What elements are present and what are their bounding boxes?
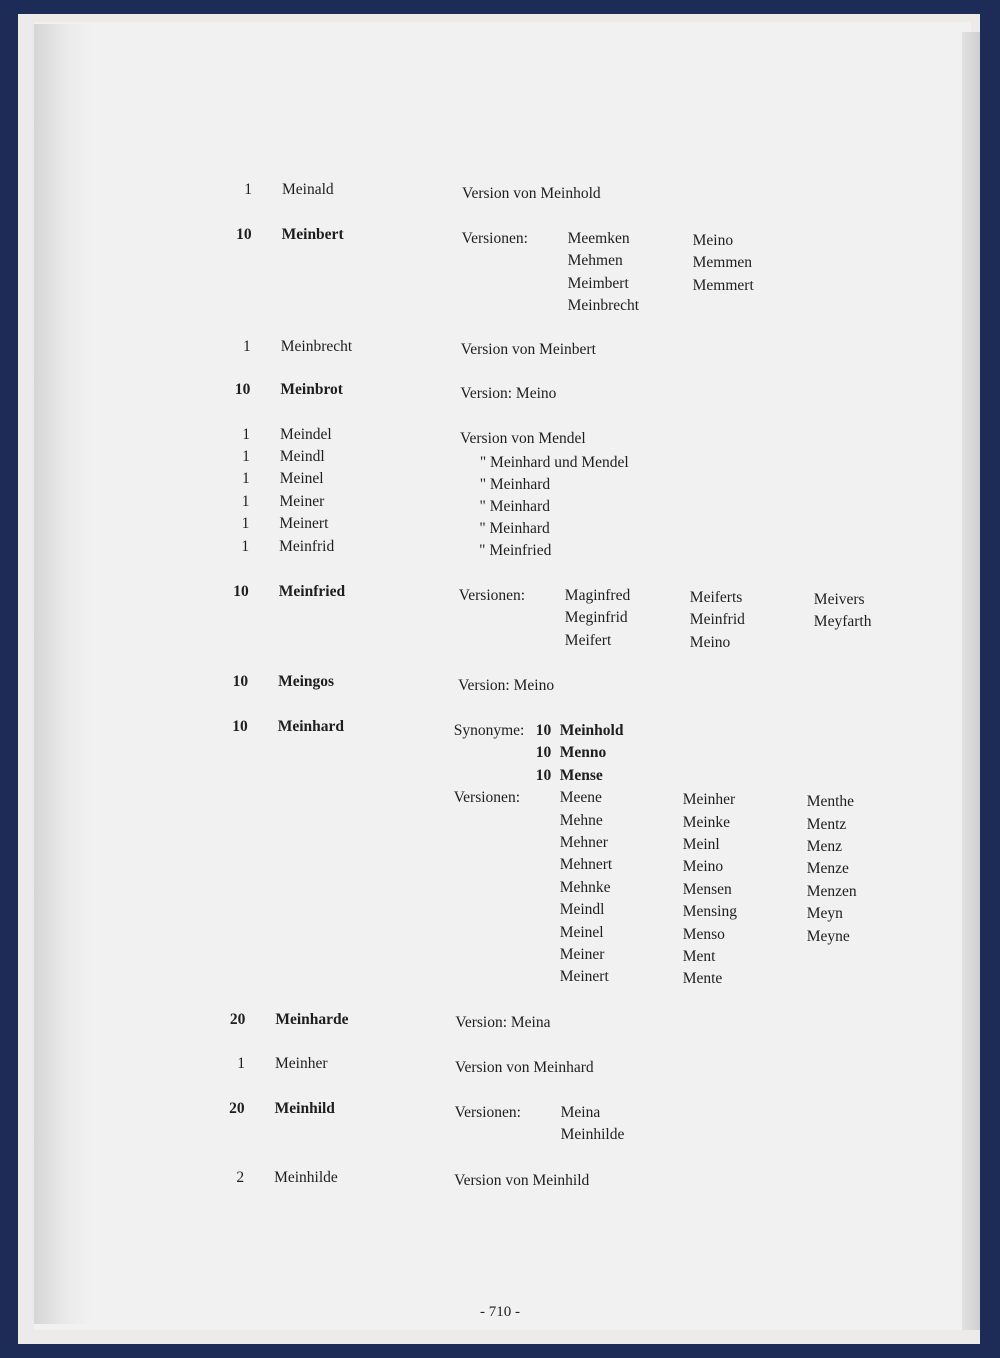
entry-number: 1 (242, 426, 251, 443)
version-item: Mehnert (559, 856, 613, 874)
entry-reference: Version von Meinhold (462, 185, 601, 202)
version-item: Menz (806, 838, 842, 855)
version-item: Mehner (559, 834, 608, 851)
synonym-number: 10 (535, 766, 552, 784)
version-item: Meifert (564, 631, 612, 649)
entry-number: 1 (237, 1055, 245, 1072)
version-item: Meemken (567, 230, 630, 247)
version-item: Ment (682, 948, 716, 965)
synonym-name: Meinhold (559, 722, 624, 739)
version-item: Meino (689, 633, 731, 651)
version-item: Meinert (559, 968, 609, 986)
version-item: Memmen (692, 254, 753, 272)
entry-number: 10 (232, 673, 249, 690)
version-item: Meginfrid (564, 609, 628, 627)
version-item: Menthe (806, 793, 855, 811)
version-item: Meiner (559, 946, 605, 963)
version-item: Meyne (806, 927, 850, 945)
version-item: Mehne (559, 811, 603, 829)
entry-number: 2 (236, 1169, 245, 1186)
entry-name: Meinbert (281, 226, 344, 243)
entry-reference: Version von Meinhild (454, 1172, 590, 1189)
version-item: Meinl (682, 836, 720, 853)
version-item: Meino (682, 858, 724, 876)
entry-number: 1 (241, 493, 250, 510)
entry-reference: Version von Mendel (460, 430, 586, 447)
version-item: Mehmen (567, 252, 623, 270)
entry-number: 20 (229, 1011, 246, 1028)
version-item: Meyn (806, 905, 843, 923)
entry-reference: Version: Meina (455, 1014, 551, 1031)
version-item: Meyfarth (813, 613, 872, 631)
version-item: Meene (559, 789, 602, 807)
version-item: Meinel (559, 923, 604, 941)
entry-name: Meinhild (274, 1100, 335, 1117)
entry-number: 10 (232, 718, 248, 735)
synonym-name: Menno (559, 744, 607, 762)
version-item: Meinhilde (560, 1126, 625, 1144)
version-item: Meinher (682, 791, 736, 809)
entry-reference: Version: Meino (460, 385, 557, 402)
entry-name: Meinfrid (279, 538, 335, 555)
entry-name: Meinfried (278, 583, 346, 600)
version-item: Meina (560, 1104, 601, 1121)
page-edge-left (34, 24, 92, 1324)
entry-number: 1 (242, 338, 251, 355)
page-number: - 710 - (480, 1304, 520, 1320)
entry-name: Meinbrecht (280, 338, 353, 355)
version-item: Mentz (806, 815, 847, 833)
entry-number: 10 (233, 583, 249, 600)
versions-label: Versionen: (454, 1104, 521, 1121)
version-item: Mehnke (559, 878, 611, 896)
entry-name: Meindel (280, 426, 332, 443)
entry-reference: " Meinhard (479, 476, 551, 493)
entry-number: 1 (241, 538, 250, 555)
synonym-label: Synonyme: (453, 722, 525, 739)
version-item: Meindl (559, 901, 605, 919)
entry-reference: " Meinfried (479, 542, 552, 559)
synonym-name: Mense (559, 766, 603, 784)
entry-number: 10 (234, 381, 251, 398)
entry-reference: " Meinhard und Mendel (479, 454, 629, 471)
version-item: Meiferts (689, 589, 743, 606)
entry-name: Meinert (279, 515, 329, 532)
versions-label: Versionen: (458, 587, 526, 604)
entry-number: 1 (241, 515, 250, 532)
entry-name: Meinhard (277, 718, 345, 735)
entry-name: Meinbrot (280, 381, 343, 398)
version-item: Mensing (682, 903, 737, 921)
versions-label: Versionen: (453, 789, 520, 807)
version-item: Menso (682, 925, 725, 943)
version-item: Maginfred (564, 587, 631, 604)
version-item: Mente (682, 970, 723, 988)
entry-number: 20 (229, 1100, 245, 1117)
version-item: Memmert (692, 276, 754, 294)
entry-name: Meinhilde (274, 1169, 338, 1186)
entry-name: Meiner (279, 493, 325, 510)
synonym-number: 10 (535, 744, 552, 762)
entry-reference: Version von Meinbert (460, 341, 596, 358)
version-item: Meinbrecht (567, 297, 640, 315)
entry-reference: Version: Meino (458, 677, 555, 694)
page-edge-right (962, 32, 980, 1330)
version-item: Meinke (682, 813, 731, 831)
version-item: Menze (806, 860, 849, 878)
version-item: Meino (692, 232, 734, 249)
entry-number: 1 (244, 181, 252, 198)
entry-name: Meinher (275, 1055, 328, 1072)
entry-reference: Version von Meinhard (455, 1059, 594, 1076)
entry-reference: " Meinhard (479, 498, 550, 515)
entry-name: Meingos (278, 673, 335, 690)
entry-name: Meinel (279, 470, 324, 487)
entry-name: Meinald (282, 181, 334, 198)
entry-name: Meindl (279, 448, 325, 465)
entry-number: 10 (236, 226, 252, 243)
versions-label: Versionen: (461, 230, 528, 247)
synonym-number: 10 (535, 722, 552, 739)
version-item: Menzen (806, 882, 857, 900)
version-item: Meinfrid (689, 611, 745, 629)
version-item: Meimbert (567, 274, 629, 292)
entry-name: Meinharde (275, 1011, 349, 1028)
entry-number: 1 (241, 470, 250, 487)
version-item: Meivers (813, 591, 865, 608)
entry-number: 1 (242, 448, 250, 465)
entry-reference: " Meinhard (479, 520, 550, 537)
version-item: Mensen (682, 880, 732, 898)
